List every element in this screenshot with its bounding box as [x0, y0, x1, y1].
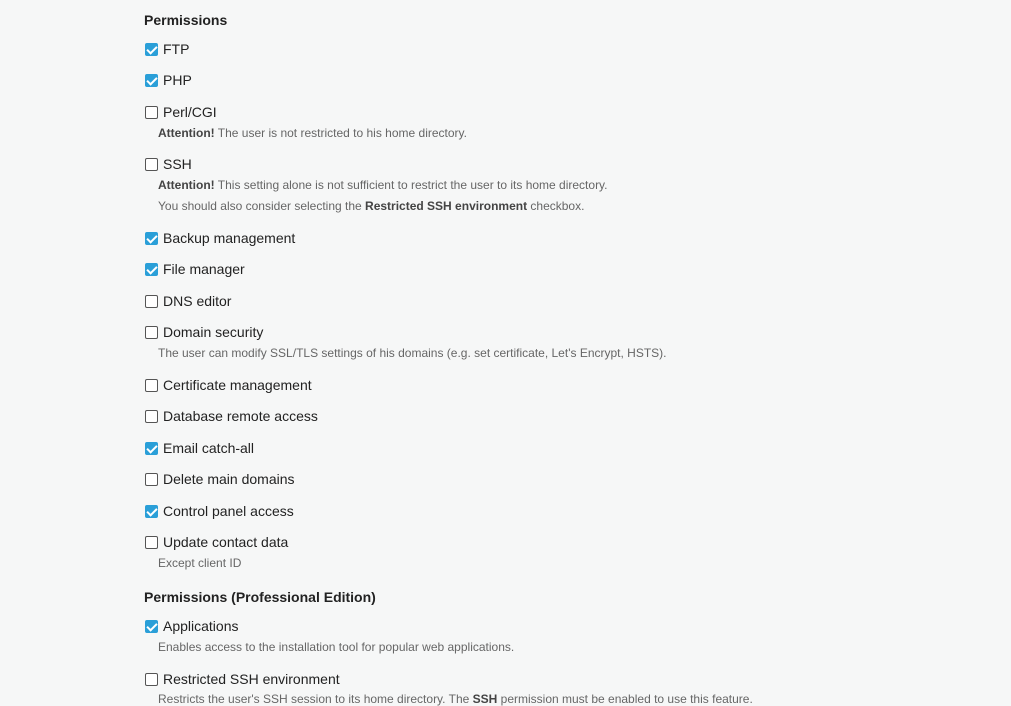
restricted-ssh-hint — [158, 692, 753, 706]
hint-strong: Restricted SSH environment — [365, 199, 528, 213]
permission-backup-management[interactable] — [144, 227, 295, 249]
domain-security-hint: The user can modify SSL/TLS settings of his domains (e.g. set certificate, Let's Encrypt, HSTS). — [158, 346, 667, 360]
permission-label: SSH — [163, 156, 192, 172]
permission-label: Certificate management — [163, 377, 312, 393]
permissions-heading: Permissions — [144, 12, 228, 28]
permission-ftp[interactable] — [144, 38, 189, 60]
checkbox-php[interactable] — [145, 74, 158, 87]
checkbox-control-panel-access[interactable] — [145, 505, 158, 518]
checkbox-backup-management[interactable] — [145, 232, 158, 245]
permission-php[interactable] — [144, 69, 192, 91]
permission-control-panel-access[interactable] — [144, 500, 294, 522]
attention-label: Attention! — [158, 178, 215, 192]
perl-cgi-hint — [158, 126, 467, 140]
permission-email-catch-all[interactable] — [144, 437, 254, 459]
checkbox-dns-editor[interactable] — [145, 295, 158, 308]
permission-label: Restricted SSH environment — [163, 671, 340, 687]
permission-delete-main-domains[interactable] — [144, 468, 295, 490]
permission-applications[interactable] — [144, 615, 239, 637]
checkbox-domain-security[interactable] — [145, 326, 158, 339]
permission-label: Delete main domains — [163, 471, 295, 487]
hint-strong: SSH — [472, 692, 498, 706]
checkbox-update-contact-data[interactable] — [145, 536, 158, 549]
permission-ssh[interactable] — [144, 153, 192, 175]
permission-label: Database remote access — [163, 408, 318, 424]
checkbox-file-manager[interactable] — [145, 263, 158, 276]
hint-text: checkbox. — [527, 199, 585, 213]
checkbox-email-catch-all[interactable] — [145, 442, 158, 455]
checkbox-ssh[interactable] — [145, 158, 158, 171]
permission-file-manager[interactable] — [144, 258, 245, 280]
permission-restricted-ssh[interactable] — [144, 668, 340, 690]
hint-text: You should also consider selecting the — [158, 199, 366, 213]
permission-label: Email catch-all — [163, 440, 255, 456]
ssh-hint-line2 — [158, 199, 584, 213]
checkbox-database-remote-access[interactable] — [145, 410, 158, 423]
permission-dns-editor[interactable] — [144, 290, 231, 312]
permission-domain-security[interactable] — [144, 321, 263, 343]
checkbox-delete-main-domains[interactable] — [145, 473, 158, 486]
ssh-hint-line1 — [158, 178, 608, 192]
checkbox-applications[interactable] — [145, 620, 158, 633]
applications-hint: Enables access to the installation tool for popular web applications. — [158, 640, 515, 654]
permission-certificate-management[interactable] — [144, 374, 312, 396]
permission-perl-cgi[interactable] — [144, 101, 217, 123]
permission-label: PHP — [163, 72, 192, 88]
permission-label: DNS editor — [163, 293, 232, 309]
hint-text: This setting alone is not sufficient to restrict the user to its home directory. — [214, 178, 608, 192]
permission-label: Domain security — [163, 324, 264, 340]
permission-label: Perl/CGI — [163, 104, 217, 120]
permission-label: Backup management — [163, 230, 296, 246]
permission-database-remote-access[interactable] — [144, 405, 318, 427]
hint-text: Restricts the user's SSH session to its home directory. The — [158, 692, 473, 706]
checkbox-restricted-ssh[interactable] — [145, 673, 158, 686]
checkbox-ftp[interactable] — [145, 43, 158, 56]
pro-permissions-heading: Permissions (Professional Edition) — [144, 589, 376, 605]
permission-label: Update contact data — [163, 534, 289, 550]
checkbox-perl-cgi[interactable] — [145, 106, 158, 119]
update-contact-hint: Except client ID — [158, 556, 242, 570]
permission-label: File manager — [163, 261, 245, 277]
checkbox-certificate-management[interactable] — [145, 379, 158, 392]
permission-label: Control panel access — [163, 503, 294, 519]
permission-update-contact-data[interactable] — [144, 531, 288, 553]
hint-text: The user is not restricted to his home directory. — [214, 126, 467, 140]
permission-label: FTP — [163, 41, 190, 57]
permission-label: Applications — [163, 618, 239, 634]
attention-label: Attention! — [158, 126, 215, 140]
hint-text: permission must be enabled to use this feature. — [497, 692, 753, 706]
